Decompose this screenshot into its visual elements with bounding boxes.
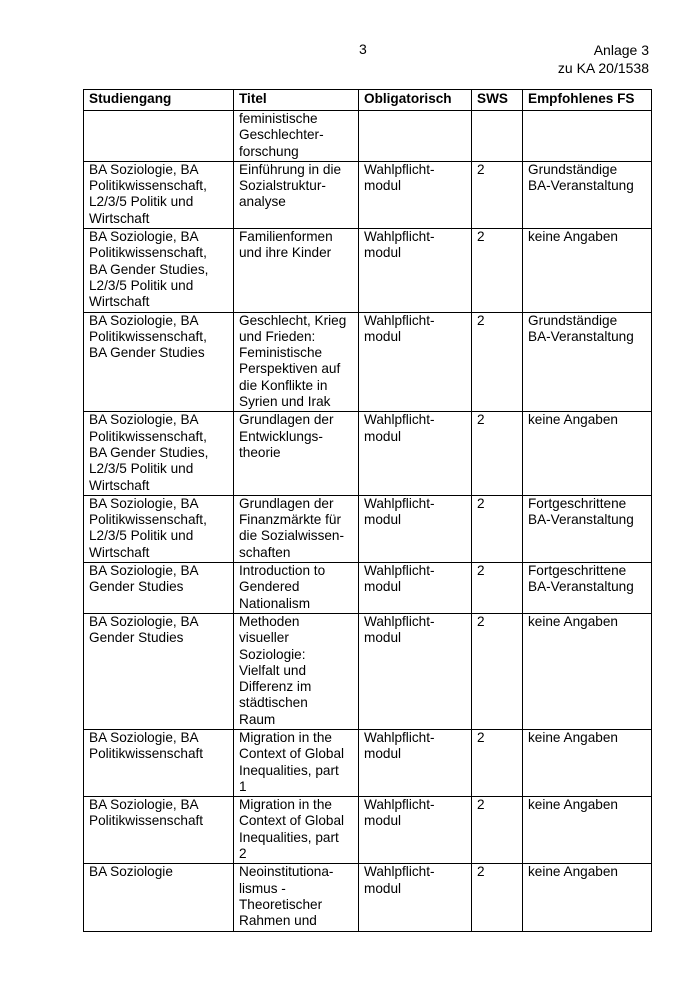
table-row xyxy=(84,229,652,312)
cell-obligatorisch: Wahlpflicht- modul xyxy=(359,563,472,614)
cell-studiengang: BA Soziologie, BA Politikwissenschaft, BA Gender Studies xyxy=(84,312,234,412)
cell-sws: 2 xyxy=(472,864,523,931)
table-row xyxy=(84,563,652,614)
cell-titel: Migration in the Context of Global Inequalities, part 1 xyxy=(234,729,359,796)
cell-studiengang: BA Soziologie, BA Politikwissenschaft, L2/3/5 Politik und Wirtschaft xyxy=(84,161,234,228)
cell-studiengang: BA Soziologie xyxy=(84,864,234,931)
cell-sws: 2 xyxy=(472,312,523,412)
cell-studiengang: BA Soziologie, BA Politikwissenschaft xyxy=(84,797,234,864)
cell-titel: Grundlagen der Finanzmärkte für die Sozialwissen- schaften xyxy=(234,495,359,562)
cell-sws: 2 xyxy=(472,729,523,796)
cell-obligatorisch: Wahlpflicht- modul xyxy=(359,161,472,228)
course-table xyxy=(83,89,652,932)
column-header-sws: SWS xyxy=(472,90,523,111)
cell-empfohlenes-fs: Grundständige BA-Veranstaltung xyxy=(523,161,652,228)
annex-reference xyxy=(558,41,649,77)
cell-studiengang: BA Soziologie, BA Gender Studies xyxy=(84,613,234,729)
cell-titel: feministische Geschlechter- forschung xyxy=(234,111,359,162)
column-header-empfohlenes-fs: Empfohlenes FS xyxy=(523,90,652,111)
cell-empfohlenes-fs: keine Angaben xyxy=(523,729,652,796)
table-header-row xyxy=(84,90,652,111)
cell-obligatorisch: Wahlpflicht- modul xyxy=(359,229,472,312)
page-number: 3 xyxy=(359,41,367,57)
cell-obligatorisch: Wahlpflicht- modul xyxy=(359,495,472,562)
cell-obligatorisch xyxy=(359,111,472,162)
cell-obligatorisch: Wahlpflicht- modul xyxy=(359,864,472,931)
table-row xyxy=(84,864,652,931)
table-row xyxy=(84,412,652,495)
cell-empfohlenes-fs: Grundständige BA-Veranstaltung xyxy=(523,312,652,412)
table-row xyxy=(84,161,652,228)
cell-titel: Einführung in die Sozialstruktur- analyse xyxy=(234,161,359,228)
cell-obligatorisch: Wahlpflicht- modul xyxy=(359,613,472,729)
cell-titel: Introduction to Gendered Nationalism xyxy=(234,563,359,614)
cell-sws: 2 xyxy=(472,797,523,864)
annex-line-1: Anlage 3 xyxy=(593,42,649,58)
cell-titel: Migration in the Context of Global Inequalities, part 2 xyxy=(234,797,359,864)
cell-studiengang: BA Soziologie, BA Politikwissenschaft, BA Gender Studies, L2/3/5 Politik und Wirtschaft xyxy=(84,229,234,312)
cell-titel: Geschlecht, Krieg und Frieden: Feministische Perspektiven auf die Konflikte in Syrien und Irak xyxy=(234,312,359,412)
cell-obligatorisch: Wahlpflicht- modul xyxy=(359,797,472,864)
table-row xyxy=(84,495,652,562)
table-row xyxy=(84,797,652,864)
cell-studiengang: BA Soziologie, BA Gender Studies xyxy=(84,563,234,614)
table-row xyxy=(84,312,652,412)
cell-obligatorisch: Wahlpflicht- modul xyxy=(359,312,472,412)
table-row xyxy=(84,111,652,162)
cell-titel: Neoinstitutiona- lismus - Theoretischer Rahmen und xyxy=(234,864,359,931)
cell-sws: 2 xyxy=(472,495,523,562)
column-header-studiengang: Studiengang xyxy=(84,90,234,111)
cell-sws: 2 xyxy=(472,161,523,228)
cell-obligatorisch: Wahlpflicht- modul xyxy=(359,412,472,495)
cell-empfohlenes-fs: keine Angaben xyxy=(523,412,652,495)
cell-empfohlenes-fs xyxy=(523,111,652,162)
cell-obligatorisch: Wahlpflicht- modul xyxy=(359,729,472,796)
cell-sws xyxy=(472,111,523,162)
cell-titel: Familienformen und ihre Kinder xyxy=(234,229,359,312)
cell-titel: Grundlagen der Entwicklungs- theorie xyxy=(234,412,359,495)
column-header-obligatorisch: Obligatorisch xyxy=(359,90,472,111)
cell-empfohlenes-fs: Fortgeschrittene BA-Veranstaltung xyxy=(523,495,652,562)
cell-sws: 2 xyxy=(472,229,523,312)
table-row xyxy=(84,729,652,796)
table-row xyxy=(84,613,652,729)
column-header-titel: Titel xyxy=(234,90,359,111)
cell-empfohlenes-fs: keine Angaben xyxy=(523,613,652,729)
cell-empfohlenes-fs: keine Angaben xyxy=(523,229,652,312)
cell-empfohlenes-fs: keine Angaben xyxy=(523,864,652,931)
cell-studiengang: BA Soziologie, BA Politikwissenschaft xyxy=(84,729,234,796)
annex-line-2: zu KA 20/1538 xyxy=(557,60,649,76)
cell-titel: Methoden visueller Soziologie: Vielfalt und Differenz im städtischen Raum xyxy=(234,613,359,729)
cell-empfohlenes-fs: keine Angaben xyxy=(523,797,652,864)
cell-sws: 2 xyxy=(472,563,523,614)
cell-sws: 2 xyxy=(472,412,523,495)
cell-sws: 2 xyxy=(472,613,523,729)
cell-empfohlenes-fs: Fortgeschrittene BA-Veranstaltung xyxy=(523,563,652,614)
cell-studiengang: BA Soziologie, BA Politikwissenschaft, BA Gender Studies, L2/3/5 Politik und Wirtschaft xyxy=(84,412,234,495)
cell-studiengang xyxy=(84,111,234,162)
cell-studiengang: BA Soziologie, BA Politikwissenschaft, L2/3/5 Politik und Wirtschaft xyxy=(84,495,234,562)
